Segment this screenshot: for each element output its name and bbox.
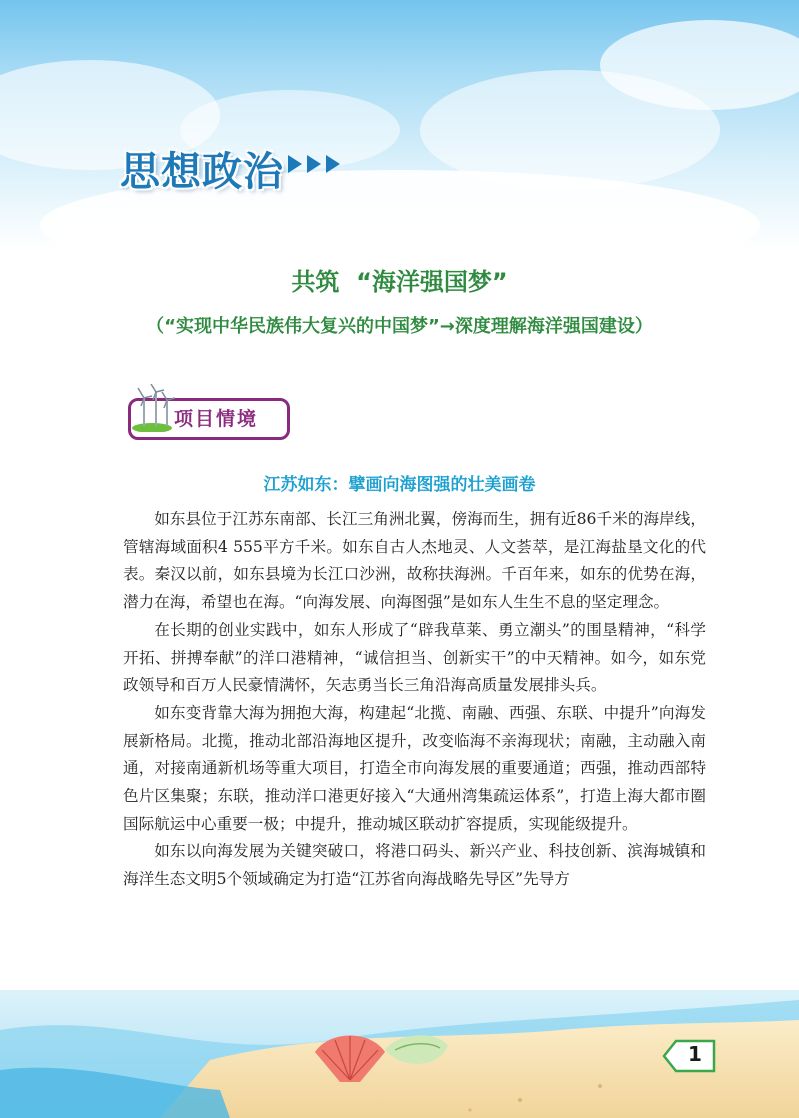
page-number: 1 <box>688 1042 702 1066</box>
sky-banner <box>0 0 799 250</box>
badge-label: 项目情境 <box>174 408 259 430</box>
page-title: 共筑 “海洋强国梦” <box>291 268 508 296</box>
paragraph: 如东变背靠大海为拥抱大海，构建起“北揽、南融、西强、东联、中提升”向海发展新格局。北揽，推动北部沿海地区提升，改变临海不亲海现状；南融，主动融入南通，对接南通新机场等重大项目，打造全市向海发展的重要通道；西强，推动西部特色片区集聚；东联，推动洋口港更好接入“大通州湾集疏运体系”，打造上海大都市圈国际航运中心重要一极；中提升，推动城区联动扩容提质，实现能级提升。 <box>123 703 706 833</box>
wind-turbine-icon <box>130 384 180 432</box>
section-heading: 江苏如东：擘画向海图强的壮美画卷 <box>263 475 536 495</box>
project-context-badge <box>122 384 292 440</box>
paragraph: 如东县位于江苏东南部、长江三角洲北翼，傍海而生，拥有近86千米的海岸线，管辖海域面积4 555平方千米。如东自古人杰地灵、人文荟萃，是江海盐垦文化的代表。秦汉以前，如东县境为长江口沙洲，故称扶海洲。千百年来，如东的优势在海，潜力在海，希望也在海。“向海发展、向海图强”是如东人生生不息的坚定理念。 <box>123 510 706 612</box>
article-body <box>123 506 706 894</box>
page-subtitle: （“实现中华民族伟大复兴的中国梦”→深度理解海洋强国建设） <box>146 316 653 337</box>
paragraph: 如东以向海发展为关键突破口，将港口码头、新兴产业、科技创新、滨海城镇和海洋生态文明5个领域确定为打造“江苏省向海战略先导区”先导方 <box>123 842 706 889</box>
triple-arrow-icon <box>288 153 344 175</box>
paragraph: 在长期的创业实践中，如东人形成了“辟我草莱、勇立潮头”的围垦精神，“科学开拓、拼搏奉献”的洋口港精神，“诚信担当、创新实干”的中天精神。如今，如东党政领导和百万人民豪情满怀，矢志勇当长三角沿海高质量发展排头兵。 <box>123 620 706 695</box>
section-header-title: 思想政治 <box>120 149 284 195</box>
